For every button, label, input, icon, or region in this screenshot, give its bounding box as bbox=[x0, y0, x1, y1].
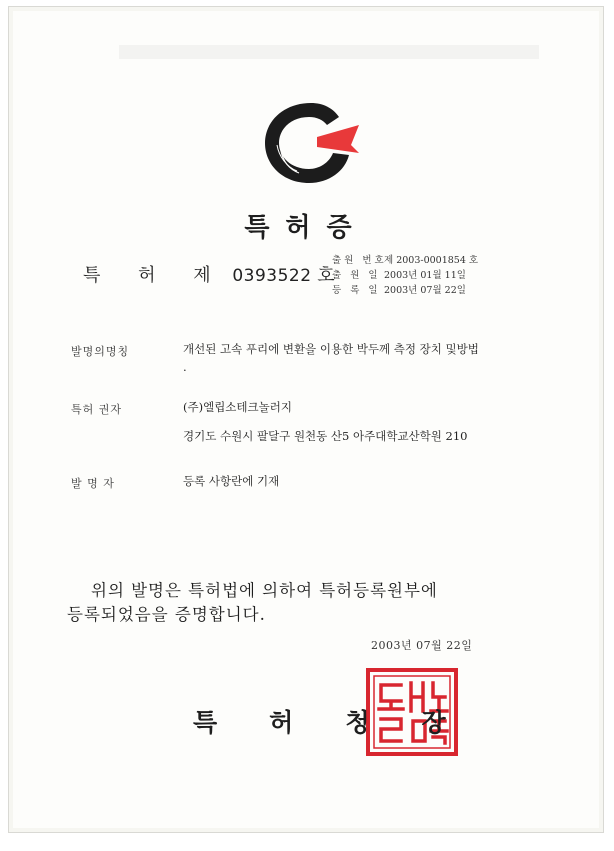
office-char-4: 장 bbox=[421, 708, 446, 737]
office-char-1: 특 bbox=[193, 708, 218, 737]
application-number-label: 출원 번호 bbox=[332, 255, 387, 266]
certificate-title: 특허증 bbox=[244, 213, 368, 243]
patent-holder-name: (주)엘립소테크놀러지 bbox=[183, 400, 292, 414]
statement-line-2: 등록되었음을 증명합니다. bbox=[67, 605, 266, 624]
inventor-value: 등록 사항란에 기재 bbox=[183, 474, 280, 488]
watermark-pattern bbox=[119, 37, 539, 67]
statement-line-1: 위의 발명은 특허법에 의하여 특허등록원부에 bbox=[91, 581, 438, 600]
application-number-row bbox=[332, 253, 478, 268]
filing-date-row bbox=[332, 268, 478, 283]
patent-number: 0393522 bbox=[232, 266, 312, 286]
invention-title-continuation: . bbox=[183, 360, 187, 374]
issuing-office bbox=[193, 703, 446, 739]
office-char-2: 허 bbox=[269, 708, 294, 737]
patent-holder-address: 경기도 수원시 팔달구 원천동 산5 아주대학교산학원 210 bbox=[183, 429, 468, 443]
registration-date-label: 등 록 일 bbox=[332, 285, 381, 296]
filing-date-value: 2003년 01월 11일 bbox=[384, 270, 466, 281]
application-number-value: 제 2003-0001854 호 bbox=[384, 255, 479, 266]
inventor-label: 발 명 자 bbox=[71, 477, 115, 490]
registration-date-value: 2003년 07월 22일 bbox=[384, 285, 466, 296]
patent-label: 특 허 제 bbox=[83, 265, 227, 286]
invention-title-text: 개선된 고속 푸리에 변환을 이용한 박두께 측정 장치 및방법 bbox=[183, 342, 479, 356]
filing-date-label: 출 원 일 bbox=[332, 270, 381, 281]
patent-suffix: 호 bbox=[317, 265, 335, 286]
office-char-3: 청 bbox=[345, 708, 370, 737]
invention-title-label: 발명의명칭 bbox=[71, 345, 130, 358]
invention-title-value bbox=[183, 340, 479, 376]
certification-statement bbox=[67, 579, 438, 627]
patent-holder-label: 특허 권자 bbox=[71, 403, 123, 416]
statement-date: 2003년 07월 22일 bbox=[371, 639, 473, 652]
patent-number-line bbox=[83, 261, 335, 287]
certificate-page bbox=[8, 6, 604, 833]
filing-info bbox=[332, 253, 478, 298]
registration-date-row bbox=[332, 283, 478, 298]
government-emblem-icon bbox=[259, 99, 369, 189]
